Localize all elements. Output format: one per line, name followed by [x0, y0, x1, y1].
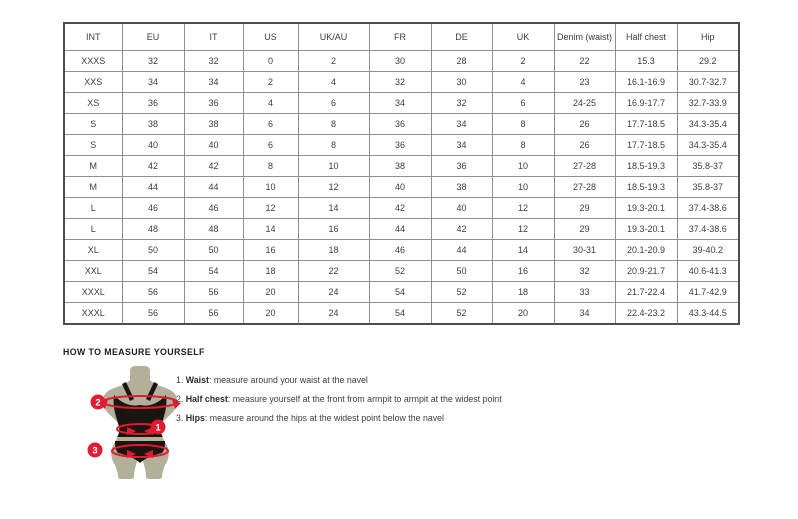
table-cell: 16: [298, 219, 369, 240]
table-cell: 6: [243, 114, 298, 135]
table-cell: 40: [431, 198, 492, 219]
instruction-term: Hips: [185, 413, 205, 423]
table-cell: 29.2: [677, 51, 739, 72]
table-cell: L: [64, 198, 122, 219]
table-cell: 44: [369, 219, 431, 240]
table-cell: 30: [369, 51, 431, 72]
measure-instructions: [176, 371, 502, 428]
table-cell: S: [64, 135, 122, 156]
column-header: INT: [64, 23, 122, 51]
measure-instruction-half-chest: [176, 390, 502, 409]
table-cell: 52: [431, 303, 492, 325]
badge-3: [88, 443, 103, 458]
instruction-number: 1.: [176, 375, 184, 385]
measure-section-heading: HOW TO MEASURE YOURSELF: [63, 347, 205, 357]
table-cell: 26: [554, 114, 615, 135]
badge-2: [91, 395, 106, 410]
instruction-text: : measure yourself at the front from armpit to armpit at the widest point: [227, 394, 502, 404]
table-cell: 34: [369, 93, 431, 114]
table-cell: 40: [184, 135, 243, 156]
table-cell: 56: [184, 303, 243, 325]
table-row: [64, 282, 739, 303]
size-chart-header: [64, 23, 739, 51]
table-cell: 34: [122, 72, 184, 93]
table-cell: 30-31: [554, 240, 615, 261]
table-cell: 36: [369, 114, 431, 135]
table-cell: XXXL: [64, 282, 122, 303]
table-cell: 50: [431, 261, 492, 282]
table-cell: 30: [431, 72, 492, 93]
table-cell: 46: [122, 198, 184, 219]
table-cell: 41.7-42.9: [677, 282, 739, 303]
table-cell: 16: [243, 240, 298, 261]
instruction-text: : measure around the hips at the widest point below the navel: [204, 413, 445, 423]
column-header: UK: [492, 23, 554, 51]
table-cell: 54: [369, 303, 431, 325]
table-cell: 8: [492, 135, 554, 156]
table-row: [64, 303, 739, 325]
table-cell: 54: [369, 282, 431, 303]
table-cell: 8: [298, 135, 369, 156]
table-cell: 2: [298, 51, 369, 72]
table-cell: 18: [492, 282, 554, 303]
table-row: [64, 72, 739, 93]
table-cell: 34: [184, 72, 243, 93]
table-cell: 10: [243, 177, 298, 198]
table-cell: 34: [431, 135, 492, 156]
table-cell: 24: [298, 303, 369, 325]
column-header: IT: [184, 23, 243, 51]
table-cell: 34.3-35.4: [677, 114, 739, 135]
table-cell: 56: [122, 282, 184, 303]
table-cell: 14: [243, 219, 298, 240]
instruction-number: 3.: [176, 413, 184, 423]
table-cell: 42: [431, 219, 492, 240]
table-cell: 35.8-37: [677, 156, 739, 177]
table-cell: 52: [431, 282, 492, 303]
table-cell: 10: [492, 156, 554, 177]
size-chart-body: [64, 51, 739, 325]
instruction-term: Half chest: [185, 394, 228, 404]
table-cell: 4: [243, 93, 298, 114]
table-cell: XS: [64, 93, 122, 114]
table-cell: 12: [298, 177, 369, 198]
table-cell: 56: [122, 303, 184, 325]
table-cell: 50: [122, 240, 184, 261]
table-cell: 36: [431, 156, 492, 177]
table-cell: 6: [298, 93, 369, 114]
table-cell: 40: [369, 177, 431, 198]
table-cell: 23: [554, 72, 615, 93]
table-cell: 12: [492, 219, 554, 240]
table-cell: 6: [492, 93, 554, 114]
table-cell: XXXS: [64, 51, 122, 72]
table-cell: 24: [298, 282, 369, 303]
column-header: Half chest: [615, 23, 677, 51]
table-cell: 36: [369, 135, 431, 156]
table-cell: 12: [492, 198, 554, 219]
instruction-term: Waist: [185, 375, 209, 385]
table-cell: 40: [122, 135, 184, 156]
table-row: [64, 93, 739, 114]
table-cell: M: [64, 156, 122, 177]
table-cell: 12: [243, 198, 298, 219]
table-cell: 34: [431, 114, 492, 135]
table-cell: 42: [369, 198, 431, 219]
table-cell: 4: [492, 72, 554, 93]
table-cell: XXXL: [64, 303, 122, 325]
table-cell: M: [64, 177, 122, 198]
table-cell: 0: [243, 51, 298, 72]
table-cell: 22: [298, 261, 369, 282]
table-cell: 42: [184, 156, 243, 177]
table-cell: 56: [184, 282, 243, 303]
table-cell: 24-25: [554, 93, 615, 114]
table-row: [64, 261, 739, 282]
table-cell: 54: [184, 261, 243, 282]
table-cell: 8: [298, 114, 369, 135]
table-cell: 33: [554, 282, 615, 303]
measure-instruction-hips: [176, 409, 502, 428]
table-cell: 14: [298, 198, 369, 219]
table-cell: 20: [243, 303, 298, 325]
table-cell: 39-40.2: [677, 240, 739, 261]
table-cell: 22.4-23.2: [615, 303, 677, 325]
badge-1-number: 1: [155, 422, 161, 434]
table-cell: 18.5-19.3: [615, 156, 677, 177]
table-cell: 34.3-35.4: [677, 135, 739, 156]
measure-instruction-waist: [176, 371, 502, 390]
table-cell: 20: [243, 282, 298, 303]
table-row: [64, 240, 739, 261]
table-cell: 18.5-19.3: [615, 177, 677, 198]
table-cell: 43.3-44.5: [677, 303, 739, 325]
table-cell: 2: [243, 72, 298, 93]
table-cell: 46: [369, 240, 431, 261]
column-header: US: [243, 23, 298, 51]
table-cell: 44: [122, 177, 184, 198]
table-cell: 28: [431, 51, 492, 72]
table-cell: 18: [298, 240, 369, 261]
table-row: [64, 198, 739, 219]
table-cell: 20.9-21.7: [615, 261, 677, 282]
table-cell: 27-28: [554, 177, 615, 198]
table-cell: 42: [122, 156, 184, 177]
table-cell: 16.9-17.7: [615, 93, 677, 114]
size-chart-table: [63, 22, 740, 325]
table-cell: 38: [184, 114, 243, 135]
table-cell: 32: [122, 51, 184, 72]
table-cell: 32: [184, 51, 243, 72]
table-cell: 17.7-18.5: [615, 135, 677, 156]
table-cell: 36: [184, 93, 243, 114]
column-header: FR: [369, 23, 431, 51]
table-cell: 27-28: [554, 156, 615, 177]
column-header: Denim (waist): [554, 23, 615, 51]
table-cell: 18: [243, 261, 298, 282]
table-cell: 44: [431, 240, 492, 261]
table-cell: 2: [492, 51, 554, 72]
mannequin-neck: [130, 366, 150, 382]
table-row: [64, 114, 739, 135]
table-cell: 35.8-37: [677, 177, 739, 198]
table-cell: 10: [492, 177, 554, 198]
table-cell: 8: [243, 156, 298, 177]
table-cell: 48: [122, 219, 184, 240]
table-cell: 14: [492, 240, 554, 261]
table-cell: 37.4-38.6: [677, 198, 739, 219]
table-row: [64, 51, 739, 72]
badge-3-number: 3: [92, 445, 98, 457]
column-header: UK/AU: [298, 23, 369, 51]
table-cell: 29: [554, 198, 615, 219]
table-cell: 10: [298, 156, 369, 177]
header-row: [64, 23, 739, 51]
table-row: [64, 135, 739, 156]
table-cell: 32.7-33.9: [677, 93, 739, 114]
table-cell: 34: [554, 303, 615, 325]
table-cell: 50: [184, 240, 243, 261]
table-row: [64, 156, 739, 177]
column-header: DE: [431, 23, 492, 51]
table-cell: 38: [122, 114, 184, 135]
table-cell: 19.3-20.1: [615, 219, 677, 240]
table-cell: 16: [492, 261, 554, 282]
table-cell: 32: [554, 261, 615, 282]
table-cell: 52: [369, 261, 431, 282]
table-cell: 44: [184, 177, 243, 198]
table-cell: 6: [243, 135, 298, 156]
table-cell: 16.1-16.9: [615, 72, 677, 93]
table-cell: 32: [431, 93, 492, 114]
table-cell: 30.7-32.7: [677, 72, 739, 93]
table-cell: L: [64, 219, 122, 240]
size-chart-section: [63, 22, 738, 325]
table-cell: 21.7-22.4: [615, 282, 677, 303]
column-header: Hip: [677, 23, 739, 51]
table-cell: XL: [64, 240, 122, 261]
table-row: [64, 177, 739, 198]
table-cell: 38: [369, 156, 431, 177]
column-header: EU: [122, 23, 184, 51]
table-cell: 40.6-41.3: [677, 261, 739, 282]
badge-1: [151, 420, 166, 435]
table-cell: 22: [554, 51, 615, 72]
table-cell: 26: [554, 135, 615, 156]
table-cell: 17.7-18.5: [615, 114, 677, 135]
table-cell: 48: [184, 219, 243, 240]
table-cell: 29: [554, 219, 615, 240]
table-cell: XXL: [64, 261, 122, 282]
table-cell: 19.3-20.1: [615, 198, 677, 219]
table-cell: 4: [298, 72, 369, 93]
table-cell: 32: [369, 72, 431, 93]
table-cell: 37.4-38.6: [677, 219, 739, 240]
table-cell: S: [64, 114, 122, 135]
table-cell: 38: [431, 177, 492, 198]
table-cell: 36: [122, 93, 184, 114]
table-cell: 20: [492, 303, 554, 325]
table-cell: XXS: [64, 72, 122, 93]
table-cell: 20.1-20.9: [615, 240, 677, 261]
table-cell: 46: [184, 198, 243, 219]
instruction-number: 2.: [176, 394, 184, 404]
table-cell: 8: [492, 114, 554, 135]
table-cell: 15.3: [615, 51, 677, 72]
badge-2-number: 2: [95, 397, 101, 409]
table-row: [64, 219, 739, 240]
instruction-text: : measure around your waist at the navel: [208, 375, 368, 385]
table-cell: 54: [122, 261, 184, 282]
